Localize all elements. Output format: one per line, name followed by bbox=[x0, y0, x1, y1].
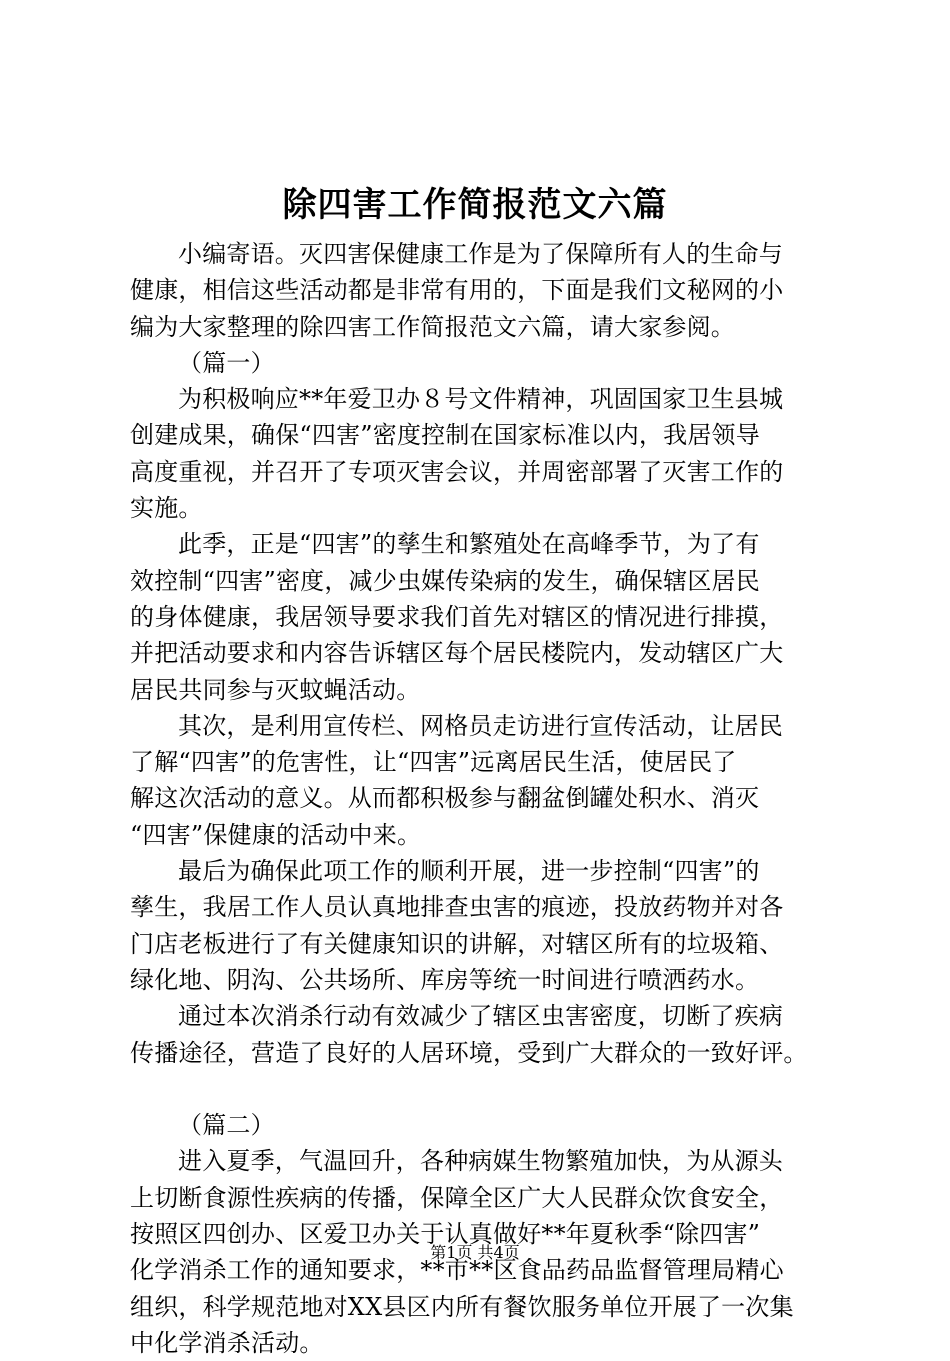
text-line: 孳生，我居工作人员认真地排查虫害的痕迹，投放药物并对各 bbox=[130, 893, 784, 922]
document-body bbox=[130, 236, 842, 1361]
text-line: 传播途径，营造了良好的人居环境，受到广大群众的一致好评。 bbox=[130, 1038, 808, 1067]
text-line: 解这次活动的意义。从而都积极参与翻盆倒罐处积水、消灭 bbox=[130, 784, 760, 813]
page-number-footer: 第1页 共4页 bbox=[430, 1243, 520, 1262]
text-line: 小编寄语。灭四害保健康工作是为了保障所有人的生命与 bbox=[178, 240, 783, 268]
text-line: 编为大家整理的除四害工作简报范文六篇，请大家参阅。 bbox=[130, 312, 735, 341]
text-line: 进入夏季，气温回升，各种病媒生物繁殖加快，为从源头 bbox=[178, 1147, 783, 1176]
section-heading: （篇二） bbox=[178, 1111, 275, 1140]
text-line: 绿化地、阴沟、公共场所、库房等统一时间进行喷洒药水。 bbox=[130, 965, 760, 994]
text-line: 效控制“四害”密度，减少虫媒传染病的发生，确保辖区居民 bbox=[130, 566, 760, 595]
text-line: 创建成果，确保“四害”密度控制在国家标准以内，我居领导 bbox=[130, 421, 760, 450]
text-line: 此季，正是“四害”的孳生和繁殖处在高峰季节，为了有 bbox=[178, 530, 760, 559]
document-title: 除四害工作简报范文六篇 bbox=[282, 185, 668, 225]
text-line: 高度重视，并召开了专项灭害会议，并周密部署了灭害工作的 bbox=[130, 457, 784, 486]
text-line: 并把活动要求和内容告诉辖区每个居民楼院内，发动辖区广大 bbox=[130, 639, 784, 668]
text-line: 按照区四创办、区爱卫办关于认真做好**年夏秋季“除四害” bbox=[130, 1220, 761, 1249]
text-line: 最后为确保此项工作的顺利开展，进一步控制“四害”的 bbox=[178, 857, 760, 886]
text-line: 中化学消杀活动。 bbox=[130, 1328, 324, 1357]
text-line: 居民共同参与灭蚊蝇活动。 bbox=[130, 675, 421, 704]
text-line: 门店老板进行了有关健康知识的讲解，对辖区所有的垃圾箱、 bbox=[130, 929, 784, 958]
text-line: 通过本次消杀行动有效减少了辖区虫害密度，切断了疾病 bbox=[178, 1002, 783, 1031]
text-line: 其次，是利用宣传栏、网格员走访进行宣传活动，让居民 bbox=[178, 711, 783, 740]
text-line: 上切断食源性疾病的传播，保障全区广大人民群众饮食安全， bbox=[130, 1183, 784, 1212]
text-line: 了解“四害”的危害性，让“四害”远离居民生活，使居民了 bbox=[130, 748, 737, 777]
text-line: 为积极响应**年爱卫办８号文件精神，巩固国家卫生县城 bbox=[178, 385, 784, 414]
text-line: 组织，科学规范地对XX县区内所有餐饮服务单位开展了一次集 bbox=[130, 1292, 794, 1321]
paragraph-spacer bbox=[130, 1071, 842, 1107]
text-line: “四害”保健康的活动中来。 bbox=[130, 820, 422, 849]
text-line: 实施。 bbox=[130, 494, 203, 523]
text-line: 化学消杀工作的通知要求，**市**区食品药品监督管理局精心 bbox=[130, 1256, 784, 1285]
section-heading: （篇一） bbox=[178, 348, 275, 377]
text-line: 的身体健康，我居领导要求我们首先对辖区的情况进行排摸， bbox=[130, 602, 784, 631]
text-line: 健康，相信这些活动都是非常有用的，下面是我们文秘网的小 bbox=[130, 276, 784, 305]
